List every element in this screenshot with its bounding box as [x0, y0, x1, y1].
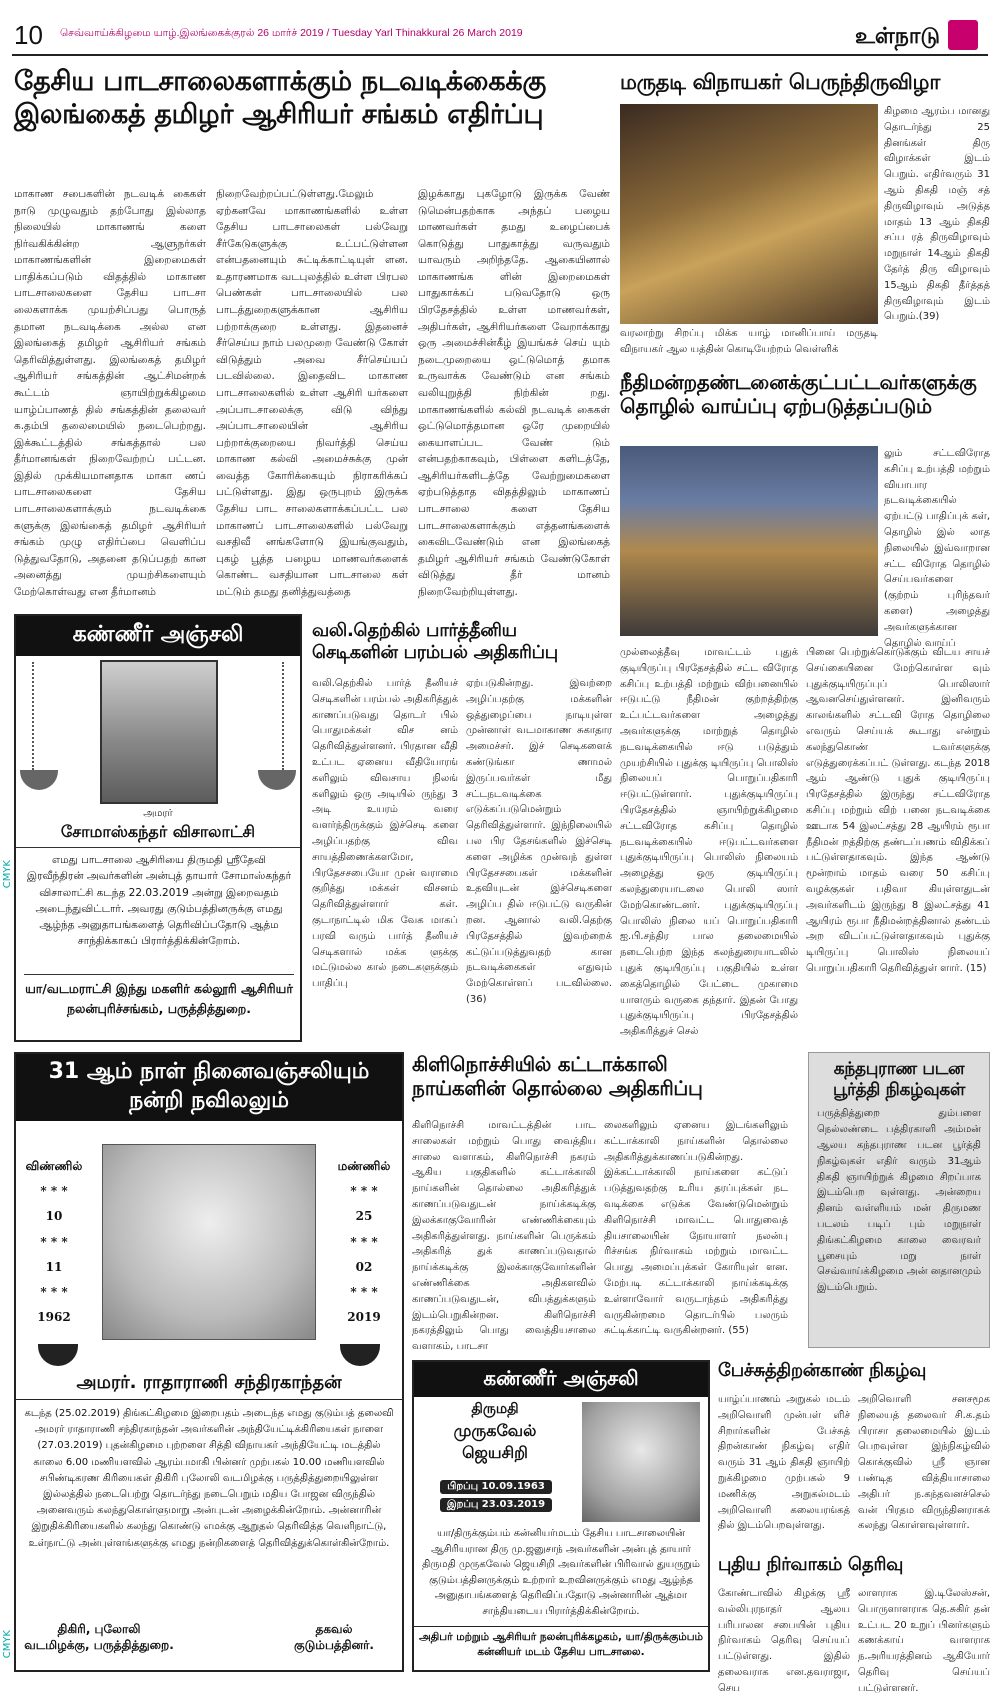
parthenium-headline-line-1: வலி.தெற்கில் பார்த்தீனிய: [312, 620, 517, 641]
birth-day: 10: [45, 1209, 63, 1224]
stray-dogs-column-1: கிளிநொச்சி மாவட்டத்தின் பாட சாலைகள் மற்றும் பொது வைத்திய சாலை வளாகம், கிளிநொச்சி நகரம் ஆகிய பகுதிகளில் கட்டாக்காலி நாய்களின் தொல்லை அதிகரித்துக் காணப்படுவதுடன் நாய்க்கடிக்கு இலக்காகுவோரின் எண்ணிக்கையும் அதிகரித்துள்ளது. நாய்களின் பெருக்கம் அதிகரித் துக் காணப்படுவதால் நாய்க்கடிக்கு இலக்காகுவோர்களின் எண்ணிக்கை அதிகளவில் காணப்படுவதுடன், விபத்துக்களும் இடம்பெறுகின்றன. கிளிநொச்சி நகரத்திலும் பொது வைத்தியசாலை வளாகம், பாடசா: [412, 1120, 596, 1353]
lamp-chain-right: [274, 662, 284, 770]
stray-dogs-headline-line-1: கிளிநொச்சியில் கட்டாக்காலி: [412, 1052, 668, 1076]
parthenium-column-1: வலி.தெற்கில் பார்த் தீனியச் செடிகளின் பரம்பல் அதிகரித்துக் காணப்படுவது தொடர் பில் பொதுமக்கள் விச னம் தெரிவித்துள்ளனர். பிரதான வீதி உட்பட ஏனைய வீதியோரங் களிலும் விவசாய நிலங் களிலும் ஒரு அடியில் ருந்து 3 அடி உயரம் வரை வளர்ந்திருக்கும் இச்செடி களை அழிப்பதற்கு விவ சாயத்திணைக்களமோ, பிரதேசசபையோ முன் வராமை குறித்து மக்கள் விசனம் தெரிவித்துள்ளார் கள். குடாநாட்டில் மிக வேக மாகப் பரவி வரும் பார்த் தீனியச் செடிகளால் மக்க ளுக்கு மட்டுமல்ல கால் நடைகளுக்கும் பாதிப்பு: [312, 678, 458, 990]
jobs-column-1: முல்லைத்தீவு மாவட்டம் புதுக் குடியிருப்பு பிரதேசத்தில் சட்ட விரோத கசிப்பு உற்பத்தி மற்றும் விற்பனையில் ஈடுபட்டு நீதிமன் குற்றத்திற்கு உட்பட்டவர்களை அழைத்து அவர்களுக்கு மாற்றுத் தொழில் நடவடிக்கையில் ஈடு படுத்தும் முயற்சியில் புதுக்கு டியிருப்பு பொலிஸ் நிலையப் பொறுப்பதிகாரி ஈடுபட்டுள்ளார். புதுக்குடியிருப்பு பிரதேசத்தில் ஞாயிற்றுக்கிழமை சட்டவிரோத கசிப்பு தொழில் நடவடிக்கையில் ஈடுபட்டவர்களை புதுக்குடியிருப்பு பொலிஸ் நிலையம் அழைத்து ஒரு குடியிருப்பு கலந்துரையாடலை பொலி ஸார் மேற்கொண்டனர். புதுக்குடியிருப்பு பொலிஸ் நிலை யப் பொறுப்பதிகாரி ஐ.பி.சந்திர பால தலைமையில் நடைபெற்ற இந்த கலந்துரையாடலில் புதுக் குடியிருப்பு பகுதியில் உள்ள கைத்தொழில் பேட்டை முகாமை யாளரும் வருகை தந்தார். இதன் போது புதுக்குடியிருப்பு பிரதேசத்தில் அதிகரித்துச் செல்: [620, 647, 798, 1038]
lead-column-3: இழக்காது புகழோடு இருக்க வேண் டுமென்பதற்காக அந்தப் பழைய மாணவர்கள் தமது உழைப்பைக் கொடுத்து பாதுகாத்து வருவதும் யாவரும் அறிந்ததே. ஆகையினால் மாகாணங்க ளின் இறைமைகள் பாதுகாக்கப் படுவதோடு ஒரு பிரதேசத்தில் உள்ள மாணவர்கள், அதிபர்கள், ஆசிரியர்களை வேறாக்காது ஒரு அமைச்சின்கீழ் இயங்கச் செய் யும் நடைமுறையை ஒட்டுமொத் தமாக உருவாக்க வேண்டும் என சங்கம் வலியுறுத்தி நிற்கின் றது. மாகாணங்களில் கல்வி நடவடிக் கைகள் ஒட்டுமொத்தமான ஒரே முறையில் கையாளப்பட வேண் டும் என்பதற்காகவும், பிள்ளை களிடத்தே, ஆசிரியர்களிடத்தே வேற்றுமைகளை ஏற்படுத்தாத விதத்திலும் மாகாணப் பாடசாலை களை தேசிய பாடசாலைகளாக்கும் எத்தனங்களைக் கைவிடவேண்டும் என இலங்கைத் தமிழர் ஆசிரியர் சங்கம் வேண்டுகோள் விடுத்து தீர் மானம் நிறைவேற்றியுள்ளது.: [418, 188, 610, 598]
speech-column-2: அறிவொளி சனசமூக நிலையத் தலைவர் சி.க.தம் பிராசா தலைமையில் இடம் பெறவுள்ள இந்நிகழ்வில் கொக்குவில் ஸ்ரீ ஞான பண்டித வித்தியாசாலை அதிபர் ந.கந்தவனச்செல் வன் பிரதம விருந்தினராகக் கலந்து கொள்ளவுள்ளார்.: [858, 1394, 990, 1532]
stars-decoration: * * *: [40, 1284, 68, 1299]
cmyk-mark: CMYK: [2, 1630, 13, 1659]
new-committee-headline: புதிய நிர்வாகம் தெரிவு: [718, 1554, 904, 1575]
jobs-column-2: பினை பெற்றுக்கொடுக்கும் விடய சாயச் செய்கையினை மேற்கொள்ள வும் புதுக்குடியிருப்புப் பொலிஸார் ஆவனசெய்துள்ளனர். இனிவரும் காலங்களில் சட்டவி ரோத தொழிலை எவரும் செய்யக் கூடாது என்றும் கலந்துகொண் டவர்களுக்கு எடுத்துரைக்கப்பட் டுள்ளது. கடந்த 2018 ஆம் ஆண்டு புதுக் குடியிருப்பு பிரதேசத்தில் இருந்து சட்டவிரோத கசிப்பு மற்றும் விற் பனை நடவடிக்கை ஊடாக 54 இலட்சத்து 28 ஆயிரம் ரூபா நீதிமன் றத்திற்கு தண்டப்பணம் விதிக்கப் பட்டுள்ளதாகவும். இந்த ஆண்டு மூன்றாம் மாதம் வரை 50 கசிப்பு வழக்குகள் பதிவா கியுள்ளதுடன் அவர்களிடம் இருந்து 8 இலட்சத்து 41 ஆயிரம் ரூபா நீதிமன்றத்தினால் தண்டம் அற விடப்பட்டுள்ளதாகவும் புதுக்கு டியிருப்பு பொலிஸ் நிலையப் பொறுப்பதிகாரி தெரிவித்துள் ளார். (15): [806, 647, 990, 974]
jobs-side-text: லும் சட்டவிரோத கசிப்பு உற்பத்தி மற்றும் வியாபார நடவடிக்கையில் ஏற்பட்டு பாதிப்புக் கள், தொழில் இல் லாத நிலையில் இவ்வாறான சட்ட விரோத தொழில் செய்பவர்களை (குற்றம் புரிந்தவர் களை) அழைத்து அவர்களுக்கான தொழில் வாய்ப்: [884, 448, 991, 649]
portrait-photo: [100, 660, 218, 804]
memorial-body: கடந்த (25.02.2019) திங்கட்கிழமை இறைபதம் அடைந்த எமது குடும்பத் தலைவி அமரர் ராதாராணி சந்திரகாந்தன் அவர்களின் அந்தியேட்டிக்கிரியைகள் நாளை (27.03.2019) புதன்கிழமை புற்றளை சித்தி விநாயகர் அந்தியேட்டி மடத்தில் காலை 6.00 மணியளவில் ஆரம்பமாகி பின்னர் முற்பகல் 10.00 மணியளவில் சபிண்டிகரண கிரியைகள் திகிரி புலோலி வடமிழக்கு பருத்தித்துறையிலுள்ள இல்லத்தில் நடைபெற்று தொடர்ந்து நடைபெறும் மதிய போஜன விருந்தில் அனைவரும் கலந்துகொள்ளுமாறு அன்புடன் அழைக்கின்றோம். அன்னாரின் இறுதிக்கிரியைகளில் கலந்து கொண்டு எமக்கு ஆறுதல் தெரிவித்த வெளிநாட்டு, உள்நாட்டு அன்புள்ளங்களுக்கு எமது நன்றிகளைத் தெரிவித்துக்கொள்கின்றோம்.: [24, 1408, 394, 1549]
death-year: 2019: [347, 1310, 381, 1325]
death-month: 02: [355, 1259, 373, 1274]
page-number: 10: [14, 20, 43, 50]
jobs-headline: [620, 370, 990, 419]
deceased-name: சோமாஸ்கந்தர் விசாலாட்சி: [16, 822, 300, 848]
memorial-footer-address: திகிரி, புலோலி வடமிழக்கு, பருத்தித்துறை.: [24, 1622, 174, 1652]
stray-dogs-headline-line-2: நாய்களின் தொல்லை அதிகரிப்பு: [412, 1076, 703, 1101]
obituary-jeyasiri: [412, 1360, 710, 1672]
obituary-title: கண்ணீர் அஞ்சலி: [16, 616, 300, 656]
stars-decoration: * * *: [40, 1184, 68, 1199]
kandapurana-headline: [809, 1053, 989, 1106]
temple-festival-photo: [620, 104, 878, 324]
birth-label: விண்ணில்: [25, 1159, 83, 1173]
parthenium-headline: [312, 620, 612, 664]
obituary-body: யா/திருக்கும்பம் கன்னியர்மடம் தேசிய பாடசாலையின் ஆசிரியரான திரு மு.ஜனுசாந் அவர்களின் அன்புத் தாயார் திருமதி முருகவேல் ஜெயசிறி அவர்களின் பிரிவால் துயருறும் குடும்பத்தினருக்கும் உற்றார் உறவினருக்கும் எமது ஆழ்ந்த அனுதாபங்களைத் தெரிவிப்பதோடு அன்னாரின் ஆத்மா சாந்தியடைய பிரார்த்திக்கின்றோம்.: [422, 1528, 700, 1617]
death-date: இறப்பு 23.03.2019: [440, 1498, 552, 1512]
portrait-photo: [582, 1402, 700, 1522]
jobs-headline-line-1: நீதிமன்றதண்டனைக்குட்பட்டவர்களுக்கு: [620, 370, 977, 394]
deceased-name: அமரர். ராதாராணி சந்திரகாந்தன்: [16, 1372, 402, 1400]
cmyk-mark: CMYK: [2, 860, 13, 889]
kandapurana-headline-line-2: பூர்த்தி நிகழ்வுகள்: [833, 1079, 965, 1100]
stars-decoration: * * *: [350, 1184, 378, 1199]
lead-column-2: நிறைவேற்றப்பட்டுள்ளது.மேலும் ஏற்கனவே மாகாணங்களில் உள்ள தேசிய பாடசாலைகள் பல்வேறு சீர்கேடுகளுக்கு உட்பட்டுள்ளன என்பதனையும் சுட்டிக்காட்டியுள் ளன. உதாரணமாக வடபுலத்தில் உள்ள பிரபல பெண்கள் பாடசாலையில் பல பாடத்துறைகளுக்கான ஆசிரிய பற்றாக்குறை உள்ளது. இதனைச் சீர்செய்ய நாம் பலமுறை வேண்டு கோள் விடுத்தும் அவை சீர்செய்யப் படவில்லை. இதைவிட மாகாண பாடசாலைகளில் உள்ள ஆசிரி யர்களை அப்பாடசாலைக்கு விடு விந்து அப்பாடசாலையின் ஆசிரிய பற்றாக்குறையை நிவர்த்தி செய்ய மாகாண கல்வி அமைச்சுக்கு முன் வைத்த கோரிக்கையும் நிராகரிக்கப் பட்டுள்ளது. இது ஒருபுறம் இருக்க தேசிய பாட சாலைகளாக்கப்பட்ட பல மாகாணப் பாடசாலைகளில் பல்வேறு வசதிவீ னங்களோடு இயங்குவதும், புகழ் பூத்த பழைய மாணவர்களைக் கொண்ட வசதியான பாடசாலை கள் மட்டும் தமது தனித்துவத்தை: [216, 188, 408, 598]
birth-dates: [24, 1154, 84, 1330]
birth-date: பிறப்பு 10.09.1963: [440, 1480, 552, 1494]
obituary-somaskandar: [14, 614, 302, 1042]
new-committee-column-1: கோண்டாவில் கிழக்கு ஸ்ரீ வல்லிபுரநாதர் ஆலய பரிபாலன சபையின் புதிய நிர்வாகம் தெரிவு செய்யப் பட்டுள்ளது. இதில் தலைவராக என.தவராஜா, செய: [718, 1588, 850, 1694]
police-meeting-photo: [620, 446, 878, 636]
obituary-title: கண்ணீர் அஞ்சலி: [414, 1362, 708, 1397]
lead-column-1: மாகாண சபைகளின் நடவடிக் கைகள் நாடு முழுவதும் தற்போது இல்லாத நிலையில் மாகாணங் களை நிர்வகிக்கின்ற ஆளுநர்கள் மாகாணங்களின் இறைமைகள் பாதிக்கப்படும் விதத்தில் மாகாண பாடசாலைகளை தேசிய பாடசா லைகளாக்க முயற்சிப்பது பொருத் தமான நடவடிக்கை அல்ல என இலங்கைத் தமிழர் ஆசிரியர் சங்கம் தெரிவித்துள்ளது. இலங்கைத் தமிழர் ஆசிரியர் சங்கத்தின் ஆட்சிமன்றக் கூட்டம் ஞாயிற்றுக்கிழமை யாழ்ப்பாணத் தில் சங்கத்தின் தலைவர் க.தம்பி தலைமையில் நடைபெற்றது. இக்கூட்டத்தில் சங்கத்தால் பல தீர்மானங்கள் நிறைவேற்றப் பட்டன. இதில் முக்கியமானதாக மாகா ணப் பாடசாலைகளை தேசிய பாடசாலைகளாக்கும் நடவடிக்கை களுக்கு இலங்கைத் தமிழர் ஆசிரியர் சங்கம் முழு எதிர்ப்பை வெளிப்ப டுத்துவதோடு, அதனை தடுப்பதற் கான அனைத்து முயற்சிகளையும் மேற்கொள்வது என தீர்மானம்: [14, 188, 206, 598]
temple-headline: மருதடி விநாயகர் பெருந்திருவிழா: [620, 70, 941, 94]
oil-lamp-icon: [340, 1344, 380, 1366]
stray-dogs-headline: [412, 1052, 812, 1101]
kandapurana-box: [808, 1052, 990, 1348]
portrait-photo: [102, 1144, 316, 1340]
dateline: செவ்வாய்க்கிழமை யாழ்.இலங்கைக்குரல் 26 மார்ச் 2019 / Tuesday Yarl Thinakkural 26 March 2019: [60, 27, 523, 39]
memorial-notice-radharani: [14, 1052, 404, 1672]
lead-headline-line-1: தேசிய பாடசாலைகளாக்கும் நடவடிக்கைக்கு: [14, 66, 546, 97]
memorial-title: [16, 1054, 402, 1121]
name-line-2: ஜெயசிறி: [462, 1442, 528, 1462]
new-committee-column-2: லாளராக இ.டிலேஸ்சன், பொருளாளராக தெ.சுகிர் தன் உட்பட 20 உறுப் பினர்களும் கணக்காய் வாளராக ந.அரியரத்தினம் ஆகியோர் தெரிவு செய்யப் பட்டுள்ளனர்.: [858, 1588, 990, 1694]
jobs-headline-line-2: தொழில் வாய்ப்பு ஏற்படுத்தப்படும்: [620, 394, 932, 419]
oil-lamp-icon: [258, 770, 296, 790]
oil-lamp-icon: [38, 1344, 78, 1366]
memorial-title-line-1: 31 ஆம் நாள் நினைவஞ்சலியும்: [48, 1059, 370, 1084]
logo-icon: [948, 20, 978, 50]
lamp-chain-left: [32, 662, 42, 770]
name-line-1: முருகவேல்: [453, 1420, 537, 1440]
honorific: திருமதி: [471, 1401, 519, 1417]
stars-decoration: * * *: [40, 1234, 68, 1249]
header-divider: [12, 54, 988, 56]
oil-lamp-icon: [20, 770, 58, 790]
birth-month: 11: [45, 1259, 63, 1274]
parthenium-column-2: ஏற்படுகின்றது. இவற்றை அழிப்பதற்கு மக்களின் ஒத்துழைப்பை நாடியுள்ள முன்னாள் வடமாகாண சுகாதார அமைச்சர். இச் செடிகளைக் கண்டுங்கா ணாமல் இருப்பவர்கள் மீது சட்டநடவடிக்கை எடுக்கப்படுமென்றும் தெரிவித்துள்ளார். இந்நிலையில் பல பிர தேசங்களில் இச்செடி களை அழிக்க முன்வந் துள்ள பிரதேசசபைகள் மக்களின் உதவியுடன் இச்செடிகளை அழிப்ப தில் ஈடுபட்டு வருகின் றன. ஆனால் வலி.தெற்கு பிரதேசத்தில் இவற்றைக் கட்டுப்படுத்துவதற் கான நடவடிக்கைகள் எதுவும் மேற்கொள்ளப் படவில்லை. (36): [466, 678, 612, 1005]
obituary-footer: அதிபர் மற்றும் ஆசிரியர் நலன்புரிக்கழகம், யா/திருக்கும்பம் கன்னியர் மடம் தேசிய பாடசாலை.: [414, 1626, 708, 1670]
temple-caption: வரலாற்று சிறப்பு மிக்க யாழ் மானிப்பாய் மருதடி விநாயகர் ஆல யத்தின் கொடியேற்றம் வெள்ளிக்: [620, 328, 878, 355]
lead-headline-line-2: இலங்கைத் தமிழர் ஆசிரியர் சங்கம் எதிர்ப்பு: [14, 98, 544, 130]
obituary-body: எமது பாடசாலை ஆசிரியை திருமதி ஸ்ரீதேவி இரவீந்திரன் அவர்களின் அன்புத் தாயார் சோமாஸ்கந்தர் விசாலாட்சி கடந்த 22.03.2019 அன்று இறைவதம் அடைந்துவிட்டார். அவரது குடும்பத்தினருக்கு எமது ஆழ்ந்த அனுதாபங்களைத் தெரிவிப்பதோடு ஆத்ம சாந்திக்காகப் பிரார்த்திக்கின்றோம்.: [26, 854, 292, 948]
temple-side-text: கிழமை ஆரம்ப மானது தொடர்ந்து 25 தினங்கள் திரு விழாக்கள் இடம் பெறும். எதிர்வரும் 31 ஆம் திகதி மஞ் சத் திருவிழாவும் அடுத்த மாதம் 13 ஆம் திகதி சப்ப ரத் திருவிழாவும் மறுநாள் 14ஆம் திகதி தேர்த் திரு விழாவும் 15ஆம் திகதி தீர்த்தத் திருவிழாவும் இடம் பெறும்.(39): [884, 106, 990, 323]
obituary-footer: யா/வடமராட்சி இந்து மகளிர் கல்லூரி ஆசிரியர் நலன்புரிச்சங்கம், பருத்தித்துறை.: [24, 974, 294, 1034]
memorial-footer-family: தகவல் குடும்பத்தினர்.: [293, 1622, 374, 1652]
speech-event-headline: பேச்சுத்திறன்காண் நிகழ்வு: [718, 1360, 927, 1381]
name-prefix: அமரர்: [143, 808, 173, 819]
lead-headline: [14, 66, 614, 132]
stray-dogs-column-2: லைகளிலும் ஏனைய இடங்களிலும் கட்டாக்காலி நாய்களின் தொல்லை அதிகரித்துக்காணப்படுகின்றது. இக்கட்டாக்காலி நாய்களை கட்டுப் படுத்துவதற்கு உரிய தரப்புக்கள் நட வடிக்கை எடுக்க வேண்டுமென்றும் கிளிநொச்சி மாவட்ட பொதுவைத் தியசாலையின் நோயாளர் நலன்பு ரிச்சங்க நிர்வாகம் மற்றும் மாவட்ட பொது அமைப்புக்கள் கோரியுள் ளன. மேற்படி கட்டாக்காலி நாய்க்கடிக்கு உள்ளாவோர் வருடாந்தம் அதிகரித்து வருகின்றமை தொடர்பில் பலரும் சுட்டிக்காட்டி வருகின்றனர். (55): [604, 1120, 788, 1337]
kandapurana-headline-line-1: கந்தபுராண படன: [833, 1059, 965, 1079]
birth-year: 1962: [37, 1310, 71, 1325]
section-title: உள்நாடு: [854, 24, 940, 49]
death-label: மண்ணில்: [337, 1159, 391, 1173]
memorial-title-line-2: நன்றி நவிலலும்: [129, 1087, 289, 1113]
stars-decoration: * * *: [350, 1234, 378, 1249]
death-day: 25: [355, 1209, 373, 1224]
death-dates: [334, 1154, 394, 1330]
speech-column-1: யாழ்ப்பாணம் அறுகல் மடம் அறிவொளி முன்பள் ளிச் சிறார்களின் பேச்சுத் திறன்காண் நிகழ்வு எதிர் வரும் 31 ஆம் திகதி ஞாயிற் றுக்கிழமை முற்பகல் 9 மணிக்கு அறுகல்மடம் அறிவொளி கலையரங்கத் தில் இடம்பெறவுள்ளது.: [718, 1394, 850, 1532]
deceased-name-block: [420, 1400, 570, 1464]
parthenium-headline-line-2: செடிகளின் பரம்பல் அதிகரிப்பு: [312, 641, 558, 663]
stars-decoration: * * *: [350, 1284, 378, 1299]
kandapurana-body: பருத்தித்துறை தும்பளை நெல்லண்டை பத்திரகாளி அம்மன் ஆலய கந்தபுராண படன பூர்த்தி நிகழ்வுகள் எதிர் வரும் 31ஆம் திகதி ஞாயிற்றுக் கிழமை சிறப்பாக இடம்பெற வுள்ளது. அன்றைய தினம் வள்ளியம் மன் திருமண படலம் படிப் பும் மறுநாள் திங்கட்கிழமை காலை வைரவர் பூசையும் மறு நாள் செவ்வாய்க்கிழமை அன் னதானமும் இடம்பெறும்.: [817, 1108, 981, 1294]
